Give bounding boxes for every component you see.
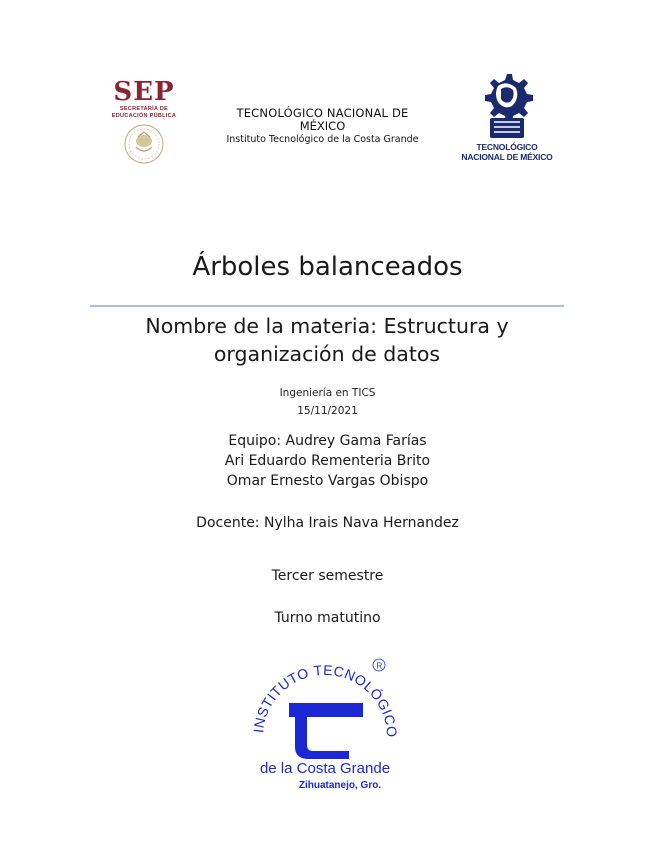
shift: Turno matutino xyxy=(274,610,381,626)
sep-subtitle-line1: SECRETARÍA DE xyxy=(119,106,169,112)
registered-mark: R xyxy=(376,661,383,671)
itcg-emblem-icon xyxy=(245,655,405,800)
teacher: Docente: Nylha Irais Nava Hernandez xyxy=(196,515,459,531)
institution-title-line1: TECNOLÓGICO NACIONAL DE xyxy=(236,106,409,120)
itcg-location-line: Zihuatanejo, Gro. xyxy=(298,780,382,791)
institution-title-line2: MÉXICO xyxy=(299,119,346,133)
semester: Tercer semestre xyxy=(271,568,384,584)
tecnm-logo-line2: NACIONAL DE MÉXICO xyxy=(461,152,553,162)
document-title: Árboles balanceados xyxy=(192,252,463,282)
institution-header xyxy=(200,107,445,147)
team-member-2: Ari Eduardo Rementeria Brito xyxy=(224,453,431,469)
tecnm-logo xyxy=(452,72,562,176)
subject-line1: Nombre de la materia: Estructura y xyxy=(145,314,509,338)
itcg-logo xyxy=(245,655,405,800)
date: 15/11/2021 xyxy=(297,405,358,417)
sep-subtitle-line2: EDUCACIÓN PÚBLICA xyxy=(111,113,177,119)
sep-eagle-emblem-icon xyxy=(122,123,166,165)
career: Ingeniería en TICS xyxy=(279,387,376,399)
sep-wordmark: SEP xyxy=(113,77,175,107)
itcg-name-line: de la Costa Grande xyxy=(259,760,391,777)
tecnm-gear-emblem-icon xyxy=(476,72,538,142)
subject-line2: organización de datos xyxy=(213,342,441,366)
team-member-3: Omar Ernesto Vargas Obispo xyxy=(226,473,429,489)
campus-name: Instituto Tecnológico de la Costa Grande xyxy=(226,134,419,145)
sep-logo xyxy=(100,78,188,174)
svg-text:INSTITUTO TECNOLÓGICO: INSTITUTO TECNOLÓGICO xyxy=(250,661,401,739)
subject-name xyxy=(90,312,564,368)
team-member-1: Equipo: Audrey Gama Farías xyxy=(228,433,427,449)
tecnm-logo-line1: TECNOLÓGICO xyxy=(476,142,538,152)
title-divider xyxy=(90,305,564,307)
